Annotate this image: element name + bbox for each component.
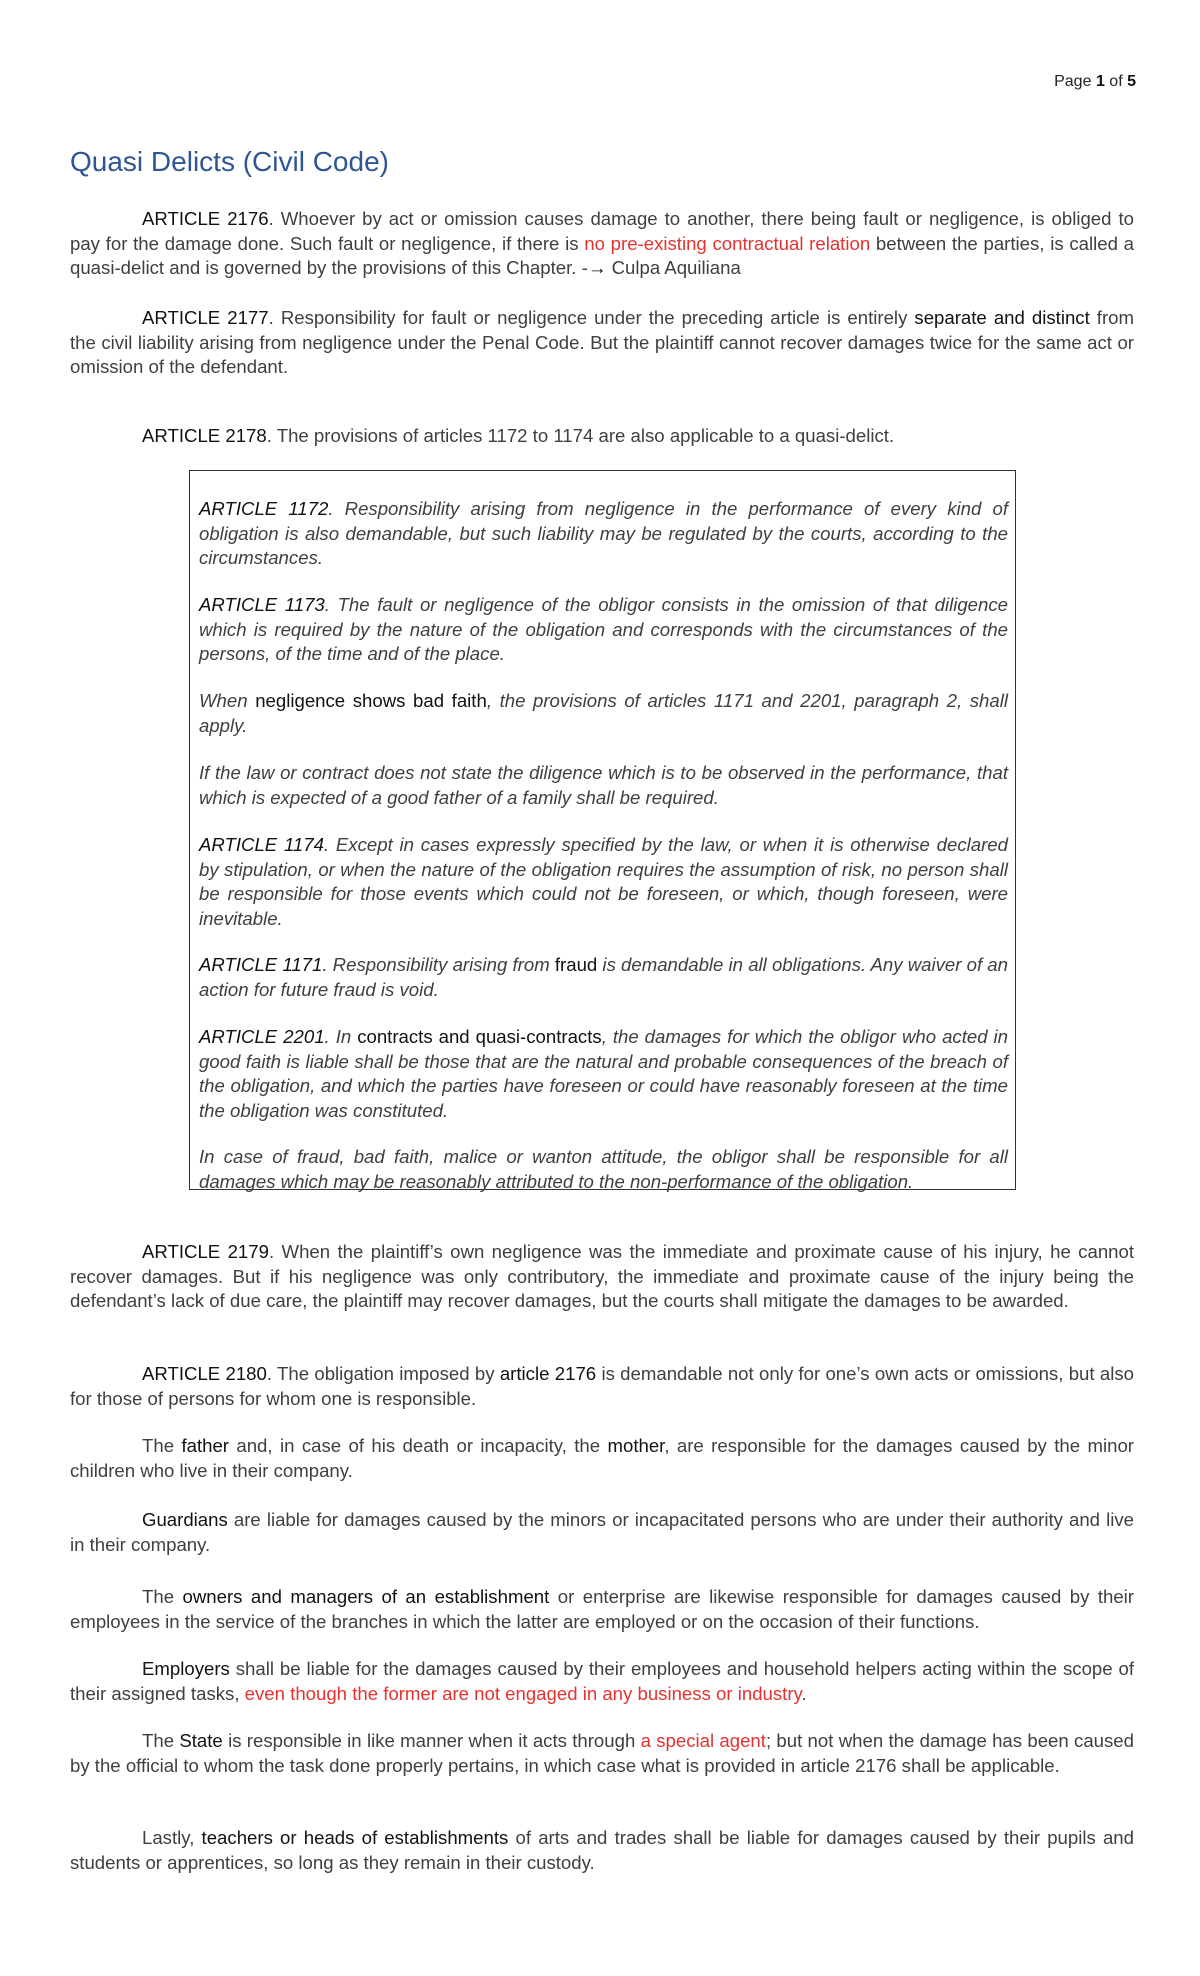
article-1172-paragraph: ARTICLE 1172. Responsibility arising from negligence in the performance of every kind of obligation is also demandable, but such liability may be regulated by the courts, according to the circumstances. [199,498,1009,569]
page-title: Quasi Delicts (Civil Code) [70,146,389,177]
employers-paragraph: Employers shall be liable for the damages caused by their employees and household helpers acting within the scope of their assigned tasks, even though the former are not engaged in any business or industry. [70,1658,1134,1704]
owners-managers-paragraph: The owners and managers of an establishment or enterprise are likewise responsible for damages caused by their employees in the service of the branches in which the latter are employed or on the occasion of their functions. [70,1586,1134,1632]
diligence-paragraph: If the law or contract does not state the diligence which is to be observed in the performance, that which is expected of a good father of a family shall be required. [199,762,1008,808]
article-2180-paragraph: ARTICLE 2180. The obligation imposed by article 2176 is demandable not only for one’s own acts or omissions, but also for those of persons for whom one is responsible. [70,1363,1134,1409]
state-paragraph: The State is responsible in like manner when it acts through a special agent; but not when the damage has been caused by the official to whom the task done properly pertains, in which case what is provided in article 2176 shall be applicable. [70,1730,1134,1776]
bad-faith-paragraph: When negligence shows bad faith, the provisions of articles 1171 and 2201, paragraph 2, shall apply. [199,690,1008,736]
guardians-paragraph: Guardians are liable for damages caused by the minors or incapacitated persons who are under their authority and live in their company. [70,1509,1134,1555]
article-2178-paragraph: ARTICLE 2178. The provisions of articles 1172 to 1174 are also applicable to a quasi-delict. [142,425,895,446]
article-1174-paragraph: ARTICLE 1174. Except in cases expressly specified by the law, or when it is otherwise declared by stipulation, or when the nature of the obligation requires the assumption of risk, no person shall be responsible for those events which could not be foreseen, or which, though foreseen, were inevitable. [199,834,1008,929]
article-2177-paragraph: ARTICLE 2177. Responsibility for fault or negligence under the preceding article is entirely separate and distinct from the civil liability arising from negligence under the Penal Code. But the plaintiff cannot recover damages twice for the same act or omission of the defendant. [70,307,1134,378]
article-2201-paragraph: ARTICLE 2201. In contracts and quasi-contracts, the damages for which the obligor who acted in good faith is liable shall be those that are the natural and probable consequences of the breach of the obligation, and which the parties have foreseen or could have reasonably foreseen at the time the obligation was constituted. [199,1026,1009,1121]
article-2176-paragraph: ARTICLE 2176. Whoever by act or omission causes damage to another, there being fault or negligence, is obliged to pay for the damage done. Such fault or negligence, if there is no pre-existing contractual relation between the parties, is called a quasi-delict and is governed by the provisions of this Chapter. -→ Culpa Aquiliana [70,208,1135,279]
teachers-paragraph: Lastly, teachers or heads of establishments of arts and trades shall be liable for damages caused by their pupils and students or apprentices, so long as they remain in their custody. [70,1827,1134,1873]
article-1173-paragraph: ARTICLE 1173. The fault or negligence of the obligor consists in the omission of that diligence which is required by the nature of the obligation and corresponds with the circumstances of the persons, of the time and of the place. [199,594,1008,665]
father-mother-paragraph: The father and, in case of his death or incapacity, the mother, are responsible for the damages caused by the minor children who live in their company. [70,1435,1134,1481]
page-number: Page 1 of 5 [1054,73,1136,90]
article-2179-paragraph: ARTICLE 2179. When the plaintiff’s own negligence was the immediate and proximate cause of his injury, he cannot recover damages. But if his negligence was only contributory, the immediate and proximate cause of the injury being the defendant’s lack of due care, the plaintiff may recover damages, but the courts shall mitigate the damages to be awarded. [70,1241,1135,1312]
article-1171-paragraph: ARTICLE 1171. Responsibility arising from fraud is demandable in all obligations. Any waiver of an action for future fraud is void. [199,954,1008,1000]
fraud-case-paragraph: In case of fraud, bad faith, malice or wanton attitude, the obligor shall be responsible for all damages which may be reasonably attributed to the non-performance of the obligation. [199,1146,1008,1192]
arrow-icon: → [587,257,607,279]
